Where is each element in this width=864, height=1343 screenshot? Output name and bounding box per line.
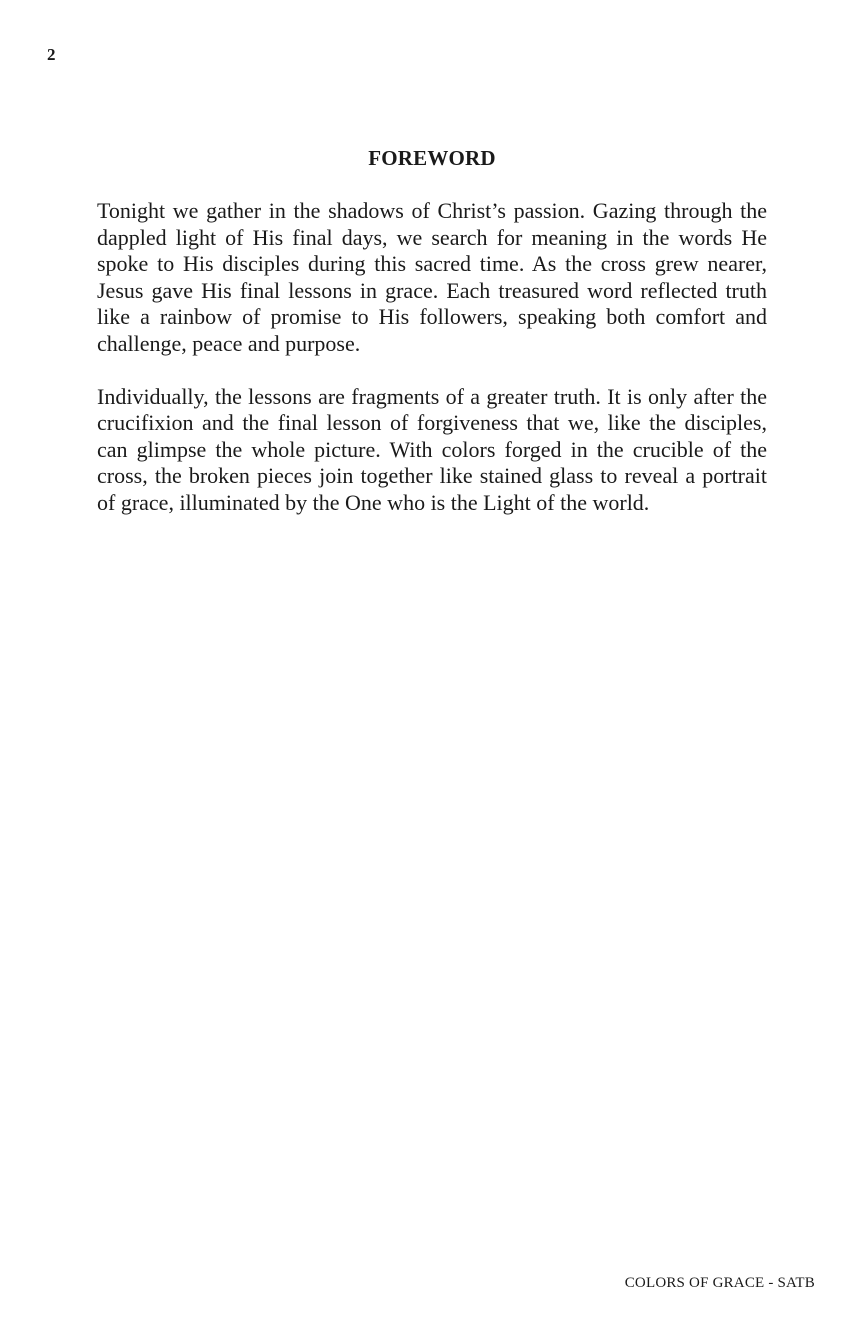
footer-title: COLORS OF GRACE - SATB <box>624 1275 815 1291</box>
page-title: FOREWORD <box>368 146 496 170</box>
paragraph-1: Tonight we gather in the shadows of Christ’s passion. Gazing through the dappled light of His final days, we search for meaning in the words He spoke to His disciples during this sacred time. As the cross grew nearer, Jesus gave His final lessons in grace. Each treasured word reflected truth like a rainbow of promise to His followers, speaking both comfort and challenge, peace and purpose. <box>97 198 767 356</box>
page-number: 2 <box>47 45 56 64</box>
foreword-section <box>97 144 767 543</box>
paragraph-2: Individually, the lessons are fragments of a greater truth. It is only after the crucifixion and the final lesson of forgiveness that we, like the disciples, can glimpse the whole picture. With colors forged in the crucible of the cross, the broken pieces join together like stained glass to reveal a portrait of grace, illuminated by the One who is the Light of the world. <box>97 383 767 515</box>
